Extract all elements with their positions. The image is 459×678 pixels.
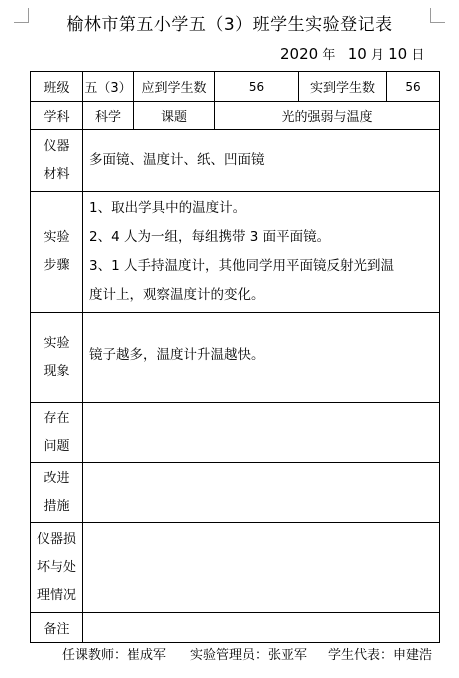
step-line-3: 3、1 人手持温度计，其他同学用平面镜反射光到温 <box>89 258 394 274</box>
table-row-improvement <box>31 463 440 523</box>
problems-label-line2: 问题 <box>43 438 70 454</box>
expected-students-value: 56 <box>215 72 299 102</box>
table-row-problems <box>31 403 440 463</box>
step-line-4: 度计上，观察温度计的变化。 <box>89 287 265 303</box>
table-row-damage <box>31 523 440 613</box>
equipment-label-line2: 材料 <box>43 166 70 182</box>
steps-value <box>83 192 440 313</box>
form-date <box>280 44 450 63</box>
date-month-unit: 月 <box>370 48 384 63</box>
date-year-unit: 年 <box>322 48 336 63</box>
equipment-label <box>31 130 83 192</box>
remarks-value <box>83 613 440 643</box>
class-value: 五（3） <box>83 72 134 102</box>
subject-label: 学科 <box>31 102 83 130</box>
steps-label-line1: 实验 <box>43 230 70 245</box>
subject-value: 科学 <box>83 102 134 130</box>
class-label: 班级 <box>31 72 83 102</box>
table-row-remarks <box>31 613 440 643</box>
problems-label <box>31 403 83 463</box>
experiment-registration-table <box>30 71 440 643</box>
actual-students-value: 56 <box>387 72 440 102</box>
remarks-label: 备注 <box>31 613 83 643</box>
step-line-1: 1、取出学具中的温度计。 <box>89 200 247 216</box>
footer-teacher: 任课教师：崔成军 <box>62 648 167 663</box>
step-line-2: 2、4 人为一组，每组携带 3 面平面镜。 <box>89 229 331 245</box>
footer-student-rep: 学生代表：申建浩 <box>328 648 433 663</box>
footer-lab-manager: 实验管理员：张亚军 <box>190 648 308 663</box>
phenomenon-value: 镜子越多，温度计升温越快。 <box>83 313 440 403</box>
damage-label-line1: 仪器损 <box>36 531 76 547</box>
form-title: 榆林市第五小学五（3）班学生实验登记表 <box>66 15 393 35</box>
topic-value: 光的强弱与温度 <box>215 102 440 130</box>
signature-footer <box>0 644 459 664</box>
table-row-equipment <box>31 130 440 192</box>
steps-label <box>31 192 83 313</box>
table-row-phenomenon <box>31 313 440 403</box>
table-row-subject <box>31 102 440 130</box>
equipment-label-line1: 仪器 <box>43 138 70 154</box>
improvement-value <box>83 463 440 523</box>
date-day-unit: 日 <box>411 48 425 63</box>
improvement-label-line2: 措施 <box>43 498 70 514</box>
table-row-steps <box>31 192 440 313</box>
equipment-value: 多面镜、温度计、纸、凹面镜 <box>83 130 440 192</box>
improvement-label <box>31 463 83 523</box>
table-row-class <box>31 72 440 102</box>
damage-value <box>83 523 440 613</box>
problems-value <box>83 403 440 463</box>
damage-label-line3: 理情况 <box>36 587 76 603</box>
date-month: 10 <box>347 45 367 63</box>
steps-label-line2: 步骤 <box>43 258 70 273</box>
date-day: 10 <box>388 45 408 63</box>
damage-label <box>31 523 83 613</box>
phenomenon-label-line1: 实验 <box>43 335 70 351</box>
problems-label-line1: 存在 <box>43 410 70 426</box>
phenomenon-label <box>31 313 83 403</box>
expected-students-label: 应到学生数 <box>134 72 215 102</box>
topic-label: 课题 <box>134 102 215 130</box>
improvement-label-line1: 改进 <box>43 470 70 486</box>
phenomenon-label-line2: 现象 <box>43 363 70 379</box>
date-year: 2020 <box>280 45 319 63</box>
damage-label-line2: 坏与处 <box>36 559 76 575</box>
actual-students-label: 实到学生数 <box>299 72 387 102</box>
